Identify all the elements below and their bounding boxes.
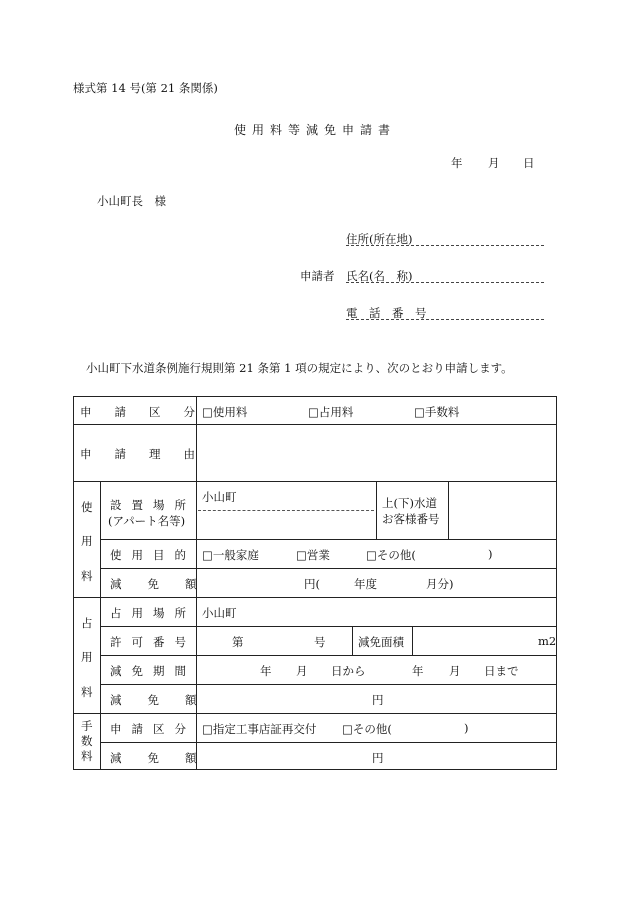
name-label: 氏名(名 称): [346, 269, 413, 283]
period-from-day[interactable]: 日から: [331, 664, 366, 678]
purpose-other-close: ): [488, 547, 493, 561]
handling-fee-group-char-3: 料: [81, 749, 93, 763]
application-reason-field[interactable]: [198, 426, 554, 479]
usage-purpose-label: 使 用 目 的: [110, 548, 186, 562]
handling-other-close: ): [464, 721, 469, 735]
purpose-option-household[interactable]: □一般家庭: [202, 548, 259, 562]
usage-reduction-yen[interactable]: 円(: [304, 577, 320, 591]
occupancy-fee-group-char-2: 用: [81, 650, 93, 664]
occupancy-fee-group-char-1: 占: [81, 616, 93, 630]
handling-fee-group-char-2: 数: [81, 734, 93, 748]
occupancy-location-value[interactable]: 小山町: [202, 606, 237, 620]
permit-number-suffix: 号: [314, 635, 326, 649]
occupancy-location-label: 占 用 場 所: [110, 606, 186, 620]
usage-reduction-year[interactable]: 年度: [354, 577, 377, 591]
application-type-label: 申 請 区 分: [80, 405, 195, 419]
occupancy-fee-group-char-3: 料: [81, 685, 93, 699]
permit-number-label: 許 可 番 号: [110, 635, 186, 649]
handling-type-label: 申 請 区 分: [110, 722, 186, 736]
period-to-month[interactable]: 月: [449, 664, 461, 678]
reduction-area-label: 減免面積: [358, 635, 404, 649]
occupancy-reduction-label: 減 免 額: [110, 693, 197, 707]
period-to-year[interactable]: 年: [412, 664, 424, 678]
statement-text: 小山町下水道条例施行規則第 21 条第 1 項の規定により、次のとおり申請します。: [86, 361, 513, 375]
handling-option-reissue[interactable]: □指定工事店証再交付: [202, 722, 317, 736]
address-field[interactable]: [346, 245, 544, 246]
permit-number-prefix[interactable]: 第: [232, 635, 244, 649]
installation-location-label: 設 置 場 所: [110, 498, 186, 512]
page-title: 使用料等減免申請書: [233, 123, 396, 137]
period-from-month[interactable]: 月: [296, 664, 308, 678]
customer-number-label-2: お客様番号: [382, 512, 440, 526]
phone-label: 電 話 番 号: [346, 306, 427, 320]
date-day[interactable]: 日: [523, 156, 535, 170]
option-handling-fee[interactable]: □手数料: [414, 405, 460, 419]
usage-fee-group-char-2: 用: [81, 534, 93, 548]
usage-reduction-label: 減 免 額: [110, 577, 197, 591]
handling-option-other[interactable]: □その他(: [342, 722, 392, 736]
date-year[interactable]: 年: [451, 156, 463, 170]
occupancy-reduction-yen[interactable]: 円: [372, 693, 384, 707]
date-month[interactable]: 月: [488, 156, 500, 170]
customer-number-label-1: 上(下)水道: [382, 496, 437, 510]
usage-reduction-month[interactable]: 月分): [426, 577, 454, 591]
option-usage-fee[interactable]: □使用料: [202, 405, 248, 419]
address-label: 住所(所在地): [346, 232, 413, 246]
customer-number-field[interactable]: [450, 483, 554, 537]
handling-reduction-yen[interactable]: 円: [372, 751, 384, 765]
application-reason-label: 申 請 理 由: [80, 447, 195, 461]
purpose-option-other[interactable]: □その他(: [366, 548, 416, 562]
phone-field[interactable]: [346, 319, 544, 320]
installation-location-sublabel: (アパート名等): [108, 514, 186, 528]
usage-fee-group-char-1: 使: [81, 500, 93, 514]
reduction-area-unit[interactable]: m2: [538, 634, 557, 648]
reduction-form-table: [73, 396, 557, 770]
handling-reduction-label: 減 免 額: [110, 751, 197, 765]
option-occupancy-fee[interactable]: □占用料: [308, 405, 354, 419]
name-field[interactable]: [346, 282, 544, 283]
period-from-year[interactable]: 年: [260, 664, 272, 678]
usage-fee-group-char-3: 料: [81, 569, 93, 583]
purpose-option-business[interactable]: □営業: [296, 548, 330, 562]
handling-fee-group-char-1: 手: [81, 719, 93, 733]
reduction-period-label: 減 免 期 間: [110, 664, 186, 678]
period-to-day[interactable]: 日まで: [484, 664, 519, 678]
addressee: 小山町長 様: [97, 194, 166, 208]
installation-location-value[interactable]: 小山町: [202, 490, 237, 504]
applicant-label: 申請者: [300, 269, 335, 283]
form-number: 様式第 14 号(第 21 条関係): [73, 81, 218, 95]
